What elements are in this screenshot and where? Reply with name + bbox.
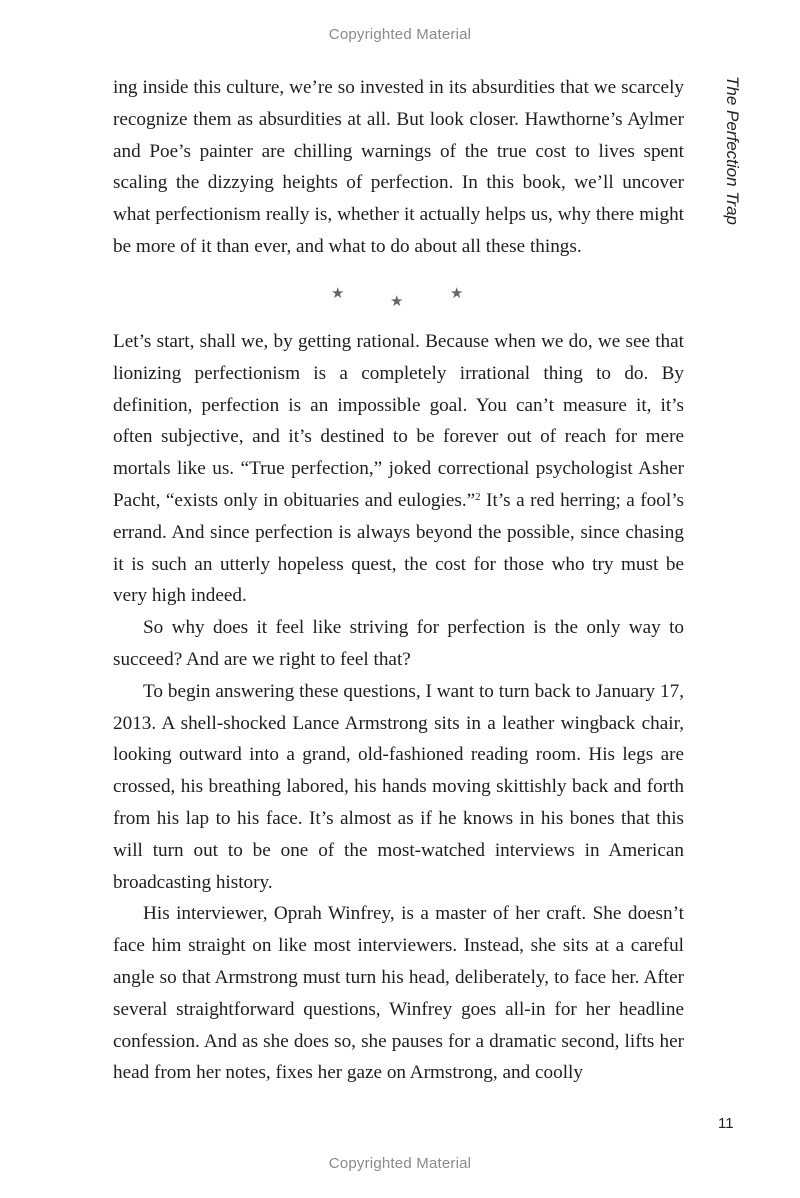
running-head-text: The Perfection Trap (723, 76, 742, 225)
running-head (724, 76, 742, 246)
star-icon: ★ (331, 284, 345, 302)
paragraph: So why does it feel like striving for perfection is the only way to succeed? And are we right to feel that? (113, 617, 684, 670)
copyright-watermark-top: Copyrighted Material (328, 26, 472, 43)
star-icon: ★ (450, 284, 464, 302)
footnote-reference[interactable]: 2 (475, 490, 481, 503)
paragraph-text: Let’s start, shall we, by getting rational. Because when we do, we see that lionizing perfectionism is a completely irrational thing to do. By definition, perfection is an impossible goal. You can’t measure it, it’s often subjective, and it’s destined to be forever out of reach for mere mortals like us. “True perfection,” joked correctional psychologist Asher Pacht, “exists only in obituaries and eulogies.” (113, 331, 684, 511)
text-block-main (113, 326, 684, 1089)
star-icon: ★ (390, 292, 404, 310)
paragraph-section-start (113, 326, 684, 612)
paragraph-continued: ing inside this culture, we’re so invested in its absurdities that we scarcely recognize them as absurdities at all. But look closer. Hawthorne’s Aylmer and Poe’s painter are chilling warnings of the true cost to lives spent scaling the dizzying heights of perfection. In this book, we’ll uncover what perfectionism really is, whether it actually helps us, why there might be more of it than ever, and what to do about all these things. (113, 77, 684, 257)
text-block-top (113, 72, 684, 263)
page-number: 11 (718, 1115, 734, 1132)
paragraph: To begin answering these questions, I want to turn back to January 17, 2013. A shell-shocked Lance Armstrong sits in a leather wingback chair, looking outward into a grand, old-fashioned reading room. His legs are crossed, his breathing labored, his hands moving skittishly back and forth from his lap to his face. It’s almost as if he knows in his bones that this will turn out to be one of the most-watched interviews in American broadcasting history. (113, 680, 684, 893)
paragraph-text: It’s a red herring; a fool’s errand. And since perfection is always beyond the possible, since chasing it is such an utterly hopeless quest, the cost for those who try must be very high indeed. (113, 489, 684, 607)
section-break-ornament (0, 282, 800, 312)
paragraph: His interviewer, Oprah Winfrey, is a master of her craft. She doesn’t face him straight on like most interviewers. Instead, she sits at a careful angle so that Armstrong must turn his head, deliberately, to face her. After several straightforward questions, Winfrey goes all-in for her headline confession. And as she does so, she pauses for a dramatic second, lifts her head from her notes, fixes her gaze on Armstrong, and coolly (113, 903, 684, 1084)
copyright-watermark-bottom: Copyrighted Material (328, 1155, 472, 1172)
